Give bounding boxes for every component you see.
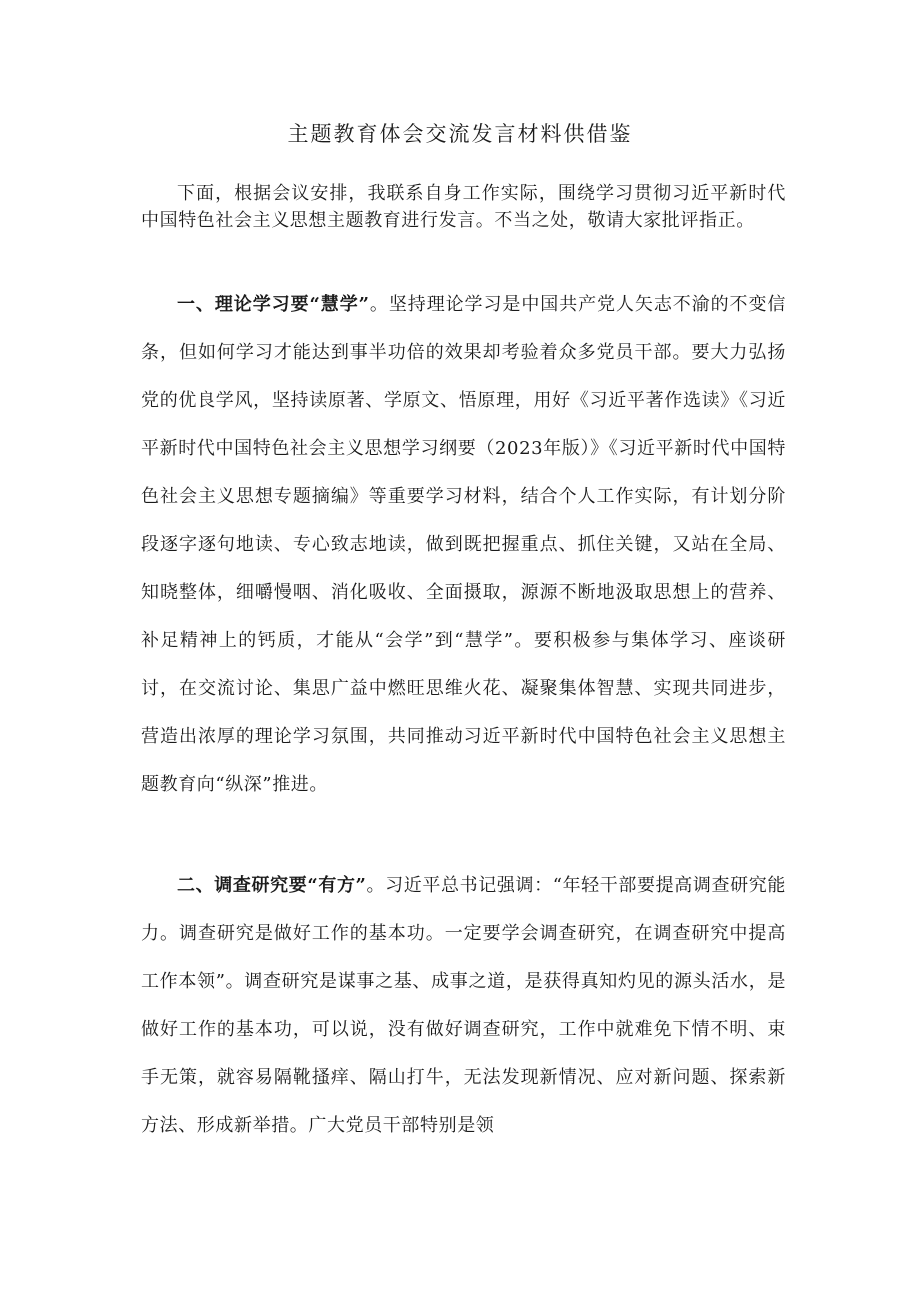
section-1-body: 。坚持理论学习是中国共产党人矢志不渝的不变信条，但如何学习才能达到事半功倍的效果却考验着众多党员干部。要大力弘扬党的优良学风，坚持读原著、学原文、悟原理，用好《习近平著作选读》《习近平新时代中国特色社会主义思想学习纲要（2023年版）》《习近平新时代中国特色社会主义思想专题摘编》等重要学习材料，结合个人工作实际，有计划分阶段逐字逐句地读、专心致志地读，做到既把握重点、抓住关键，又站在全局、知晓整体，细嚼慢咽、消化吸收、全面摄取，源源不断地汲取思想上的营养、补足精神上的钙质，才能从“会学”到“慧学”。要积极参与集体学习、座谈研讨，在交流讨论、集思广益中燃旺思维火花、凝聚集体智慧、实现共同进步，营造出浓厚的理论学习氛围，共同推动习近平新时代中国特色社会主义思想主题教育向“纵深”推进。 — [141, 294, 786, 795]
section-2-heading: 二、调查研究要“有方” — [177, 875, 367, 896]
section-2-paragraph — [141, 862, 786, 1150]
section-1-paragraph — [141, 281, 786, 809]
document-title: 主题教育体会交流发言材料供借鉴 — [287, 122, 633, 146]
intro-paragraph: 下面，根据会议安排，我联系自身工作实际，围绕学习贯彻习近平新时代中国特色社会主义思想主题教育进行发言。不当之处，敬请大家批评指正。 — [141, 183, 786, 231]
section-1-heading: 一、理论学习要“慧学” — [177, 294, 370, 315]
section-2-body: 。习近平总书记强调：“年轻干部要提高调查研究能力。调查研究是做好工作的基本功。一定要学会调查研究，在调查研究中提高工作本领”。调查研究是谋事之基、成事之道，是获得真知灼见的源头活水，是做好工作的基本功，可以说，没有做好调查研究，工作中就难免下情不明、束手无策，就容易隔靴搔痒、隔山打牛，无法发现新情况、应对新问题、探索新方法、形成新举措。广大党员干部特别是领 — [141, 875, 786, 1136]
